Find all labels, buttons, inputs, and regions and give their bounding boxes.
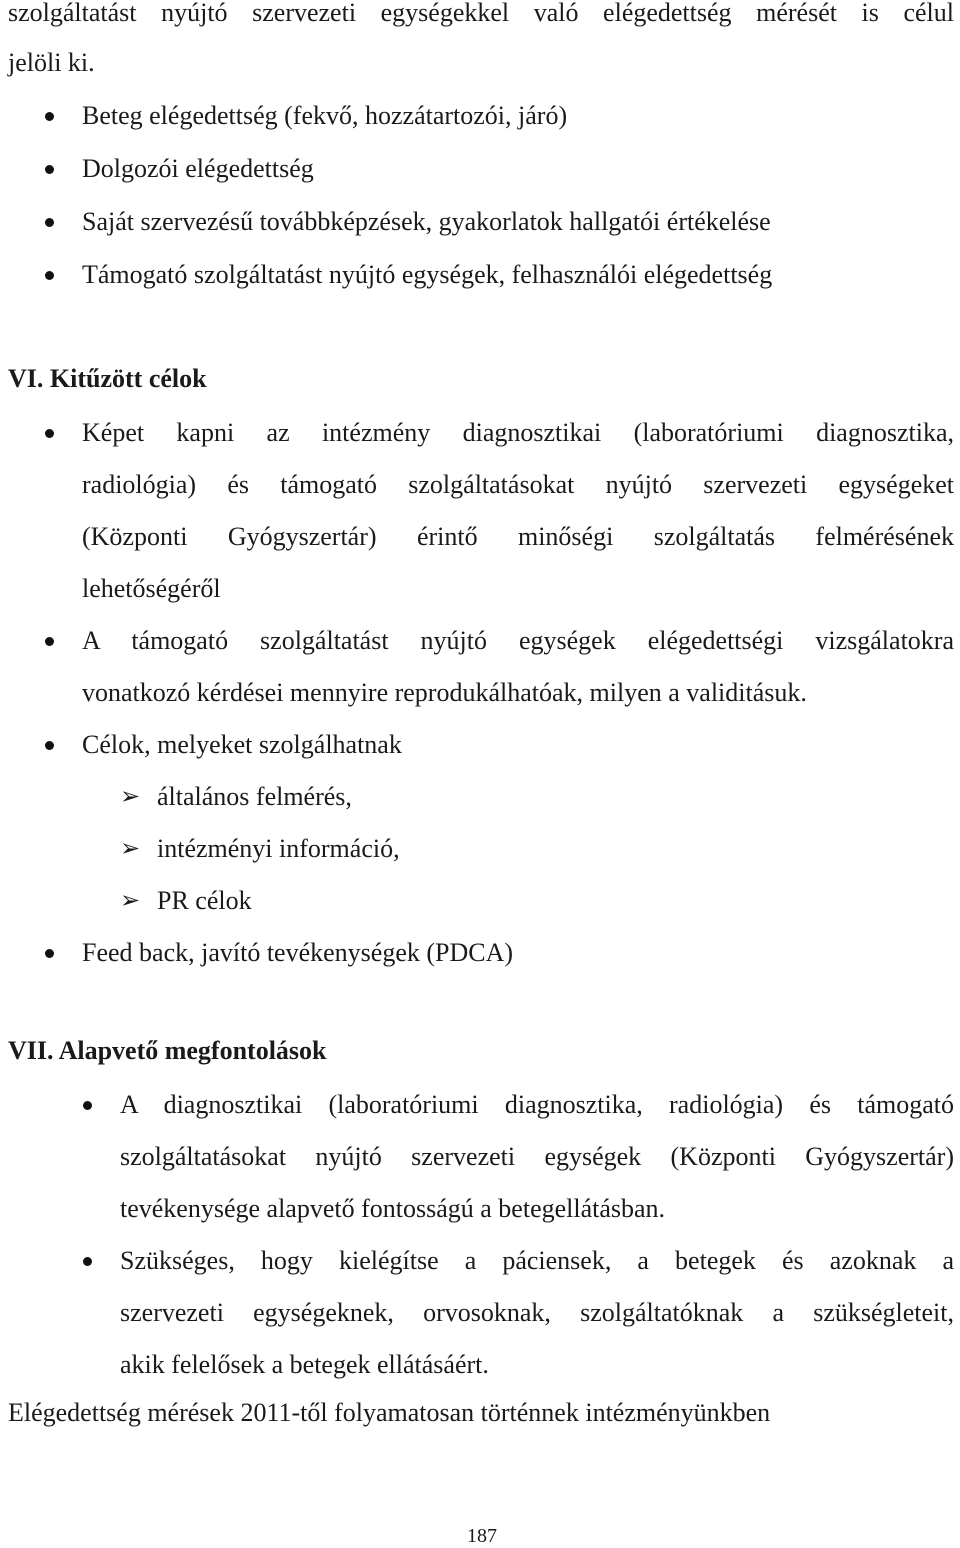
closing-sentence: Elégedettség mérések 2011-től folyamatosan történnek intézményünkben [8,1398,771,1427]
section7-item1-line: A diagnosztikai (laboratóriumi diagnosztika, radiológia) és támogató [120,1090,954,1119]
intro-list-item: Támogató szolgáltatást nyújtó egységek, felhasználói elégedettség [82,260,773,289]
bullet-icon [45,741,54,750]
intro-line-1: szolgáltatást nyújtó szervezeti egységekkel való elégedettség mérését is célul [8,0,954,27]
section6-item3: Célok, melyeket szolgálhatnak [82,730,402,759]
intro-list-item: Dolgozói elégedettség [82,154,314,183]
arrow-bullet-icon: ➢ [120,834,141,862]
section6-item1-line: (Központi Gyógyszertár) érintő minőségi szolgáltatás felmérésének [82,522,954,551]
bullet-icon [83,1101,92,1110]
section6-item2-line: A támogató szolgáltatást nyújtó egységek elégedettségi vizsgálatokra [82,626,954,655]
intro-line-2: jelöli ki. [8,48,95,77]
bullet-icon [45,429,54,438]
section6-item4: Feed back, javító tevékenységek (PDCA) [82,938,514,967]
arrow-bullet-icon: ➢ [120,782,141,810]
intro-list-item: Saját szervezésű továbbképzések, gyakorlatok hallgatói értékelése [82,207,771,236]
bullet-icon [45,637,54,646]
bullet-icon [45,165,54,174]
bullet-icon [83,1257,92,1266]
arrow-bullet-icon: ➢ [120,886,141,914]
section7-item1-line: tevékenysége alapvető fontosságú a betegellátásban. [120,1194,666,1223]
section6-item2-line: vonatkozó kérdései mennyire reprodukálhatóak, milyen a validitásuk. [82,678,807,707]
section6-subitem: PR célok [157,886,252,915]
section6-item1-line: lehetőségéről [82,574,221,603]
section6-subitem: általános felmérés, [157,782,352,811]
page-number: 187 [467,1525,497,1547]
section7-item2-line: szervezeti egységeknek, orvosoknak, szolgáltatóknak a szükségleteit, [120,1298,954,1327]
bullet-icon [45,271,54,280]
bullet-icon [45,112,54,121]
section-heading-vi: VI. Kitűzött célok [8,364,207,393]
bullet-icon [45,218,54,227]
section7-item2-line: Szükséges, hogy kielégítse a páciensek, a betegek és azoknak a [120,1246,954,1275]
bullet-icon [45,949,54,958]
section6-item1-line: Képet kapni az intézmény diagnosztikai (laboratóriumi diagnosztika, [82,418,954,447]
section7-item2-line: akik felelősek a betegek ellátásáért. [120,1350,489,1379]
section-heading-vii: VII. Alapvető megfontolások [8,1036,327,1065]
section6-subitem: intézményi információ, [157,834,400,863]
section6-item1-line: radiológia) és támogató szolgáltatásokat nyújtó szervezeti egységeket [82,470,954,499]
section7-item1-line: szolgáltatásokat nyújtó szervezeti egységek (Központi Gyógyszertár) [120,1142,954,1171]
intro-list-item: Beteg elégedettség (fekvő, hozzátartozói, járó) [82,101,568,130]
